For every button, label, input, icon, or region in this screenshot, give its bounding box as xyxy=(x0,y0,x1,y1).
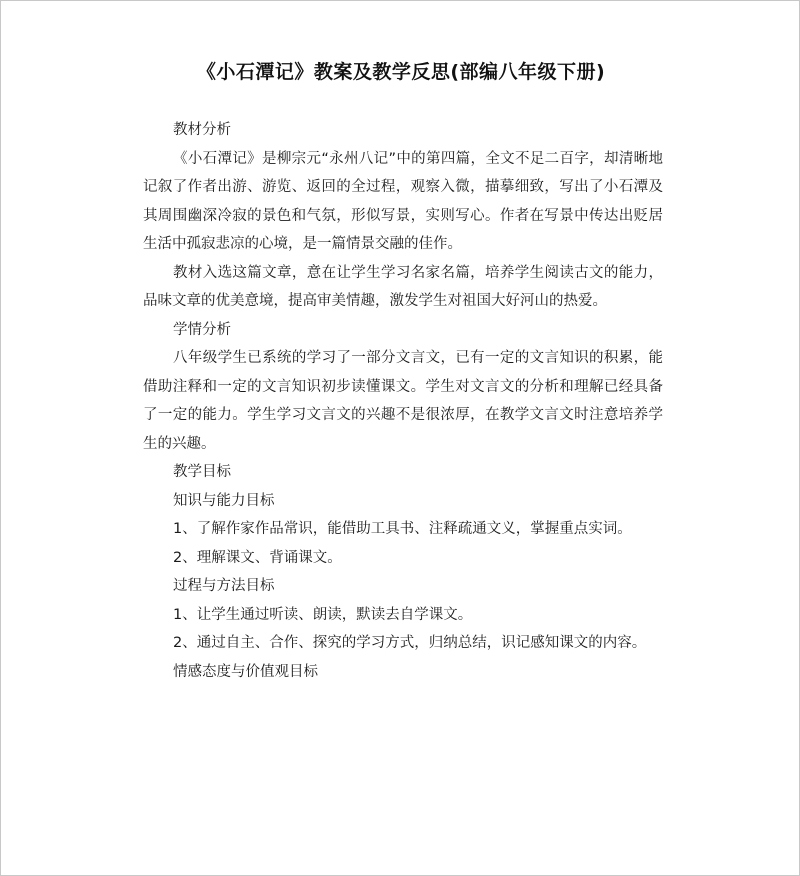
document-title: 《小石潭记》教案及教学反思(部编八年级下册) xyxy=(196,61,606,83)
list-item-process-1: 1、让学生通过听读、朗读，默读去自学课文。 xyxy=(173,606,473,623)
list-item-knowledge-1: 1、了解作家作品常识，能借助工具书、注释疏通文义，掌握重点实词。 xyxy=(173,521,632,537)
paragraph-learner-1: 八年级学生已系统的学习了一部分文言文，已有一定的文言知识的积累，能借助注释和一定的文言知识初步读懂课文。学生对文言文的分析和理解已经具备了一定的能力。学生学习文言文的兴趣不是很浓厚，在教学文言文时注意培养学生的兴趣。 xyxy=(143,350,663,452)
section-heading-goals: 教学目标 xyxy=(173,464,231,480)
section-heading-material: 教材分析 xyxy=(173,122,231,138)
list-item-knowledge-2: 2、理解课文、背诵课文。 xyxy=(173,549,342,566)
list-item-process-2: 2、通过自主、合作、探究的学习方式，归纳总结，识记感知课文的内容。 xyxy=(173,635,647,651)
paragraph-material-2: 教材入选这篇文章，意在让学生学习名家名篇，培养学生阅读古文的能力，品味文章的优美意境，提高审美情趣，激发学生对祖国大好河山的热爱。 xyxy=(143,264,663,309)
document-body xyxy=(143,116,663,686)
paragraph-material-1: 《小石潭记》是柳宗元“永州八记”中的第四篇，全文不足二百字，却清晰地记叙了作者出游、游览、返回的全过程，观察入微，描摹细致，写出了小石潭及其周围幽深冷寂的景色和气氛，形似写景，实则写心。作者在写景中传达出贬居生活中孤寂悲凉的心境，是一篇情景交融的佳作。 xyxy=(143,150,663,252)
subheading-emotion: 情感态度与价值观目标 xyxy=(173,663,318,680)
section-heading-learner: 学情分析 xyxy=(173,321,231,338)
subheading-knowledge: 知识与能力目标 xyxy=(173,492,275,509)
subheading-process: 过程与方法目标 xyxy=(173,578,275,594)
